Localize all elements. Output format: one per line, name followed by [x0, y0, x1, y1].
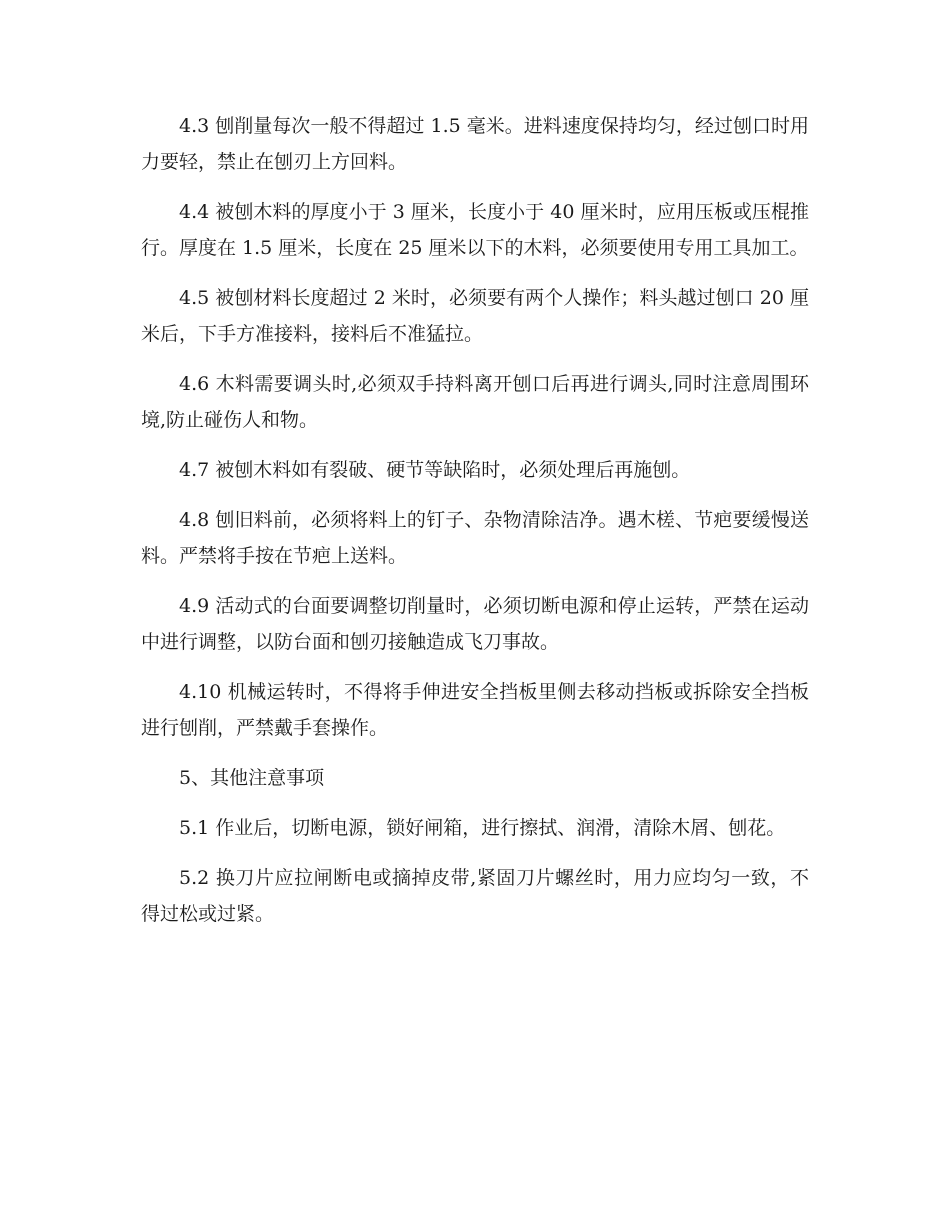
- paragraph-5-2: 5.2 换刀片应拉闸断电或摘掉皮带,紧固刀片螺丝时，用力应均匀一致，不得过松或过紧。: [141, 867, 809, 925]
- paragraph-4-8: 4.8 刨旧料前，必须将料上的钉子、杂物清除洁净。遇木槎、节疤要缓慢送料。严禁将手按在节疤上送料。: [141, 509, 809, 567]
- paragraph-4-6: 4.6 木料需要调头时,必须双手持料离开刨口后再进行调头,同时注意周围环境,防止碰伤人和物。: [141, 373, 809, 431]
- paragraph-4-3: 4.3 刨削量每次一般不得超过 1.5 毫米。进料速度保持均匀，经过刨口时用力要轻，禁止在刨刃上方回料。: [141, 115, 809, 173]
- document-body: [141, 108, 809, 946]
- paragraph-4-9: 4.9 活动式的台面要调整切削量时，必须切断电源和停止运转，严禁在运动中进行调整，以防台面和刨刃接触造成飞刀事故。: [141, 595, 809, 653]
- paragraph-5-1: 5.1 作业后，切断电源，锁好闸箱，进行擦拭、润滑，清除木屑、刨花。: [179, 817, 786, 839]
- paragraph-4-4: 4.4 被刨木料的厚度小于 3 厘米，长度小于 40 厘米时，应用压板或压棍推行。厚度在 1.5 厘米，长度在 25 厘米以下的木料，必须要使用专用工具加工。: [141, 201, 809, 259]
- paragraph-4-5: 4.5 被刨材料长度超过 2 米时，必须要有两个人操作；料头越过刨口 20 厘米后，下手方准接料，接料后不准猛拉。: [141, 287, 809, 345]
- section-heading-5: 5、其他注意事项: [179, 767, 325, 789]
- paragraph-4-7: 4.7 被刨木料如有裂破、硬节等缺陷时，必须处理后再施刨。: [179, 459, 691, 481]
- paragraph-4-10: 4.10 机械运转时，不得将手伸进安全挡板里侧去移动挡板或拆除安全挡板进行刨削，严禁戴手套操作。: [141, 681, 809, 739]
